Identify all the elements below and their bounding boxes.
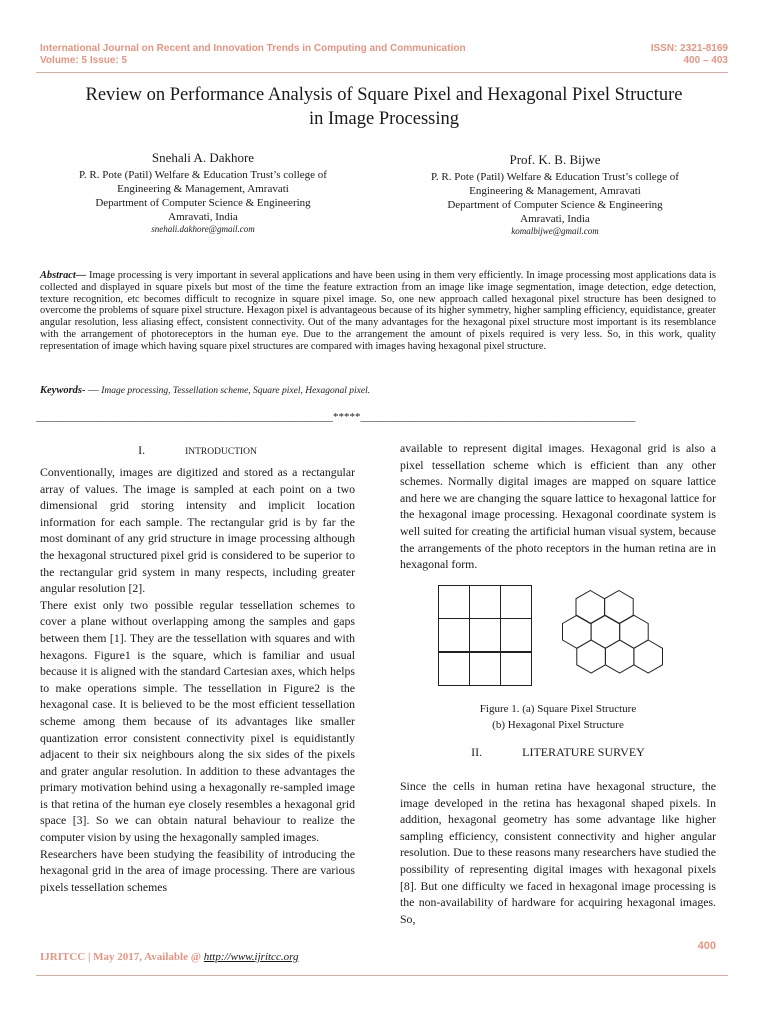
keywords-label: Keywords- — [40, 385, 86, 396]
journal-pages: 400 – 403 — [683, 55, 728, 66]
section-number: II. — [471, 745, 483, 759]
footer-text: IJRITCC | May 2017, Available @ — [40, 951, 204, 963]
journal-website-link[interactable]: http://www.ijritcc.org — [203, 951, 299, 963]
author-email: komalbijwe@gmail.com — [511, 226, 599, 236]
author-affiliation: Department of Computer Science & Engineering — [95, 197, 311, 209]
square-pixel — [470, 652, 501, 686]
abstract-text: Image processing is very important in several applications and have been using in them very efficiently. In image processing most applications data is collected and displayed in square pixels but most of the time the feature extraction from an image like image segmentation, image detection, edge detection, texture recognition, etc becomes difficult to recognize in square pixel image. So, one new approach called hexagonal pixel structure has been designed to overcome the problems of square pixel structure. Hexagon pixel is advantageous because of its higher symmetry, higher sampling efficiency, equidistance, greater angular resolution, less aliasing effect, consistent connectivity. Out of the many advantages for the hexagonal pixel structure most important is its resemblance with the arrangement of photoreceptors in the human eye. Due to the arrangement the amount of pixels required is very less. So, in this work, quality representation of image which having square pixel structures are compared with images having hexagonal pixel structure. — [40, 270, 716, 352]
separator-stars: ***** — [333, 411, 361, 423]
square-pixel-figure — [438, 585, 532, 686]
keywords-text: Image processing, Tessellation scheme, Square pixel, Hexagonal pixel. — [101, 386, 371, 396]
keywords-dash: — — [85, 385, 102, 396]
title-line-1: Review on Performance Analysis of Square Pixel and Hexagonal Pixel Structure — [85, 85, 683, 105]
section-number: I. — [138, 443, 146, 457]
figure-caption-line-1: Figure 1. (a) Square Pixel Structure — [479, 703, 637, 715]
author-affiliation: Amravati, India — [520, 213, 590, 225]
square-pixel — [501, 652, 532, 686]
hexagonal-pixel — [577, 640, 606, 673]
author-email: snehali.dakhore@gmail.com — [151, 224, 255, 234]
journal-volume: Volume: 5 Issue: 5 — [40, 55, 128, 66]
section-heading-introduction — [40, 443, 355, 458]
hexagonal-pixel — [563, 615, 592, 648]
square-pixel — [439, 619, 470, 652]
abstract-label: Abstract — [40, 270, 76, 281]
section-title: INTRODUCTION — [185, 447, 257, 457]
hexagonal-pixel — [634, 640, 663, 673]
footer-rule — [36, 975, 728, 976]
author-affiliation: P. R. Pote (Patil) Welfare & Education Trust’s college of — [79, 169, 327, 181]
intro-paragraph-2: There exist only two possible regular tessellation schemes to cover a plane without overlapping among the samples and gaps between them [1]. They are the tessellation with squares and with hexagons. Figure1 is the square, which is familiar and usual because it is aligned with the standard Cartesian axes, which helps to make operations simple. The tessellation in Figure2 is the hexagonal case. It is believed to be the most efficient tessellation scheme among them because of its advantages like smaller quantization error consistent connectivity pixel is equidistantly adjacent to their six neighbours along the six sides of the pixels and grater angular resolution. In addition to these advantages the primary motivation behind using a hexagonally re-sampled image is that retina of the human eye closely resembles a hexagonal grid space [3]. So we can obtain natural behaviour to realize the computer vision by using the hexagonally sampled images. — [40, 597, 355, 845]
author-name: Snehali A. Dakhore — [151, 150, 255, 165]
intro-paragraph-3: Researchers have been studying the feasibility of introducing the hexagonal grid in the area of image processing. There are various pixels tessellation schemes — [40, 846, 355, 894]
separator-right: __________________________________________________ — [360, 411, 636, 423]
square-pixel — [470, 619, 501, 652]
author-block-1 — [40, 150, 366, 234]
figure-caption-line-2: (b) Hexagonal Pixel Structure — [492, 719, 624, 731]
separator-left: ______________________________________________________ — [36, 411, 333, 423]
figure-caption — [400, 701, 716, 733]
page-number: 400 — [697, 940, 716, 952]
right-column — [400, 440, 716, 573]
literature-paragraph-1: Since the cells in human retina have hexagonal structure, the image developed in the retina has hexagonal shaped pixels. In addition, hexagonal geometry has some advantage like higher sampling efficiency, consistent connectivity and higher angular resolution. Due to these reasons many researchers have studied the possibility of representing digital images with hexagonal pixels [8]. But one difficulty we faced in hexagonal image processing is the non-availability of hardware for acquiring hexagonal images. So, — [400, 779, 716, 926]
intro-paragraph-1: Conventionally, images are digitized and stored as a rectangular array of values. The image is sampled at each point on a two dimensional grid storing intensity and implicit location information for each sample. The rectangular grid is by far the most dominant of any grid structure in image processing although the hexagonal structured pixel grid is considered to be superior to the rectangular grid system in many respects, including greater angular resolution [2]. — [40, 465, 355, 596]
square-pixel — [501, 619, 532, 652]
section-heading-literature-survey — [400, 745, 716, 760]
square-pixel — [439, 652, 470, 686]
section-separator — [36, 410, 720, 424]
author-affiliation: P. R. Pote (Patil) Welfare & Education Trust’s college of — [431, 171, 679, 183]
journal-issn: ISSN: 2321-8169 — [650, 43, 728, 54]
section-title: LITERATURE SURVEY — [522, 745, 645, 759]
left-column — [40, 443, 355, 895]
intro-paragraph-4: available to represent digital images. Hexagonal grid is also a pixel tessellation scheme which is efficient than any other schemes. Normally digital images are mapped on square lattice and here we are changing the square lattice to hexagonal lattice for the hexagonal image processing. Hexagonal coordinate system is well suited for creating the artificial human visual system, because the arrangements of the photo receptors in the human retina are in hexagonal form. — [400, 441, 716, 572]
footer-citation — [40, 951, 298, 963]
square-pixel — [501, 586, 532, 619]
author-affiliation: Engineering & Management, Amravati — [117, 183, 289, 195]
journal-name: International Journal on Recent and Innovation Trends in Computing and Communication — [40, 43, 466, 54]
paper-title — [30, 83, 738, 131]
header-rule — [36, 72, 728, 73]
author-affiliation: Engineering & Management, Amravati — [469, 185, 641, 197]
author-name: Prof. K. B. Bijwe — [509, 152, 601, 167]
abstract-dash: — — [75, 270, 89, 281]
square-pixel — [439, 586, 470, 619]
title-line-2: in Image Processing — [308, 109, 460, 129]
hexagonal-pixel — [605, 640, 634, 673]
author-affiliation: Amravati, India — [168, 211, 238, 223]
author-block-2 — [392, 152, 718, 236]
keywords — [40, 385, 716, 396]
abstract — [40, 270, 716, 353]
hexagonal-pixel-figure — [562, 590, 684, 694]
author-affiliation: Department of Computer Science & Engineering — [447, 199, 663, 211]
square-pixel — [470, 586, 501, 619]
